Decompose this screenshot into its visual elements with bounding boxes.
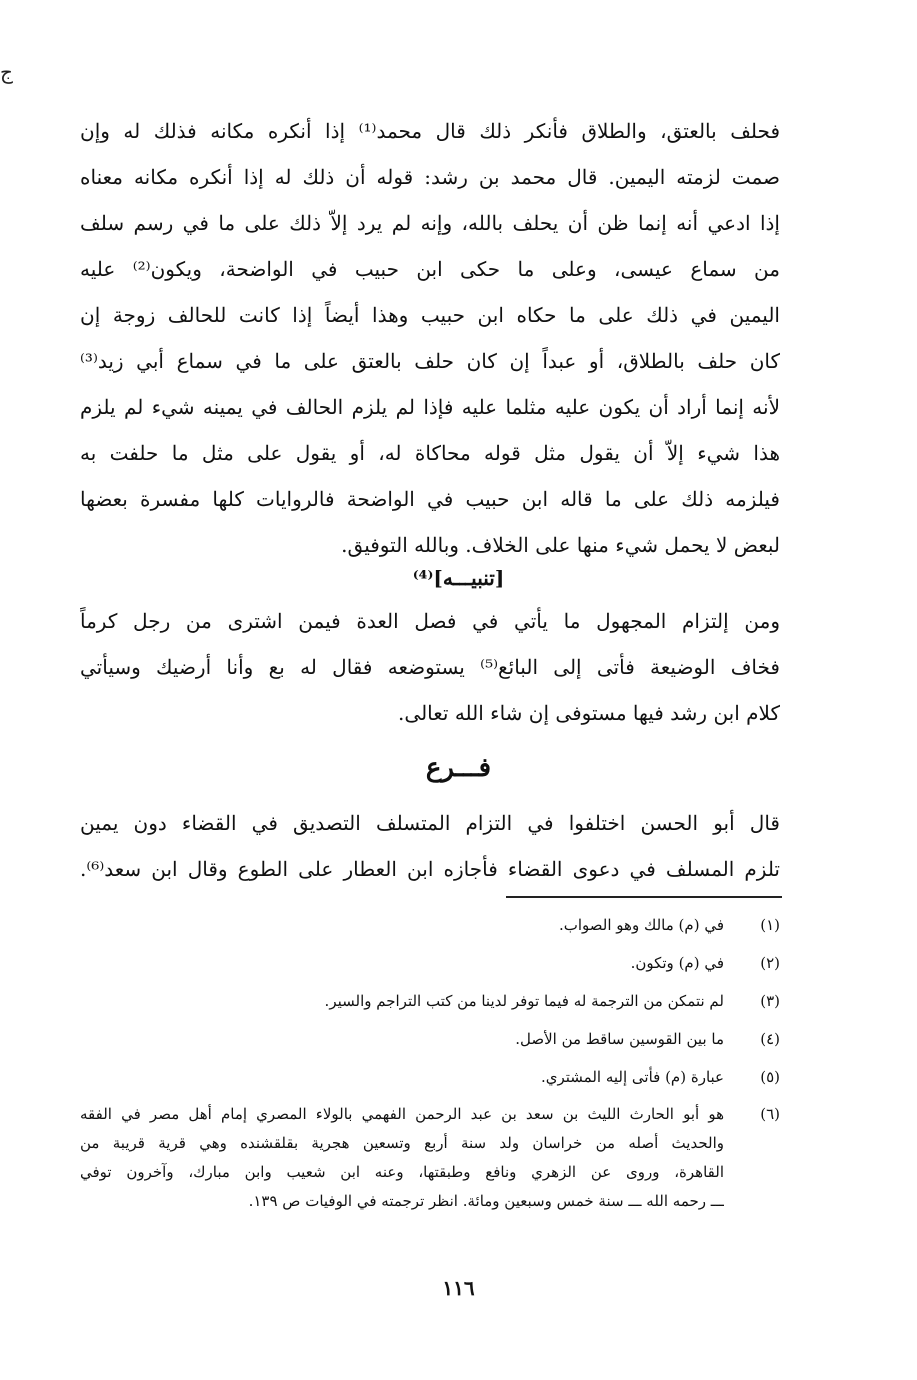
footnote-5 bbox=[80, 1058, 780, 1096]
footnote-text: عبارة (م) فأتى إليه المشتري. bbox=[540, 1068, 724, 1086]
footnote-number: (٣) bbox=[760, 992, 780, 1010]
footnote-number: (٤) bbox=[760, 1030, 780, 1048]
text-line: كلام ابن رشد فيها مستوفى إن شاء الله تعالى. bbox=[398, 701, 780, 725]
text-line: فحلف بالعتق، والطلاق فأنكر ذلك قال محمد⁽¹⁾ إذا أنكره مكانه فذلك له وإن bbox=[80, 119, 780, 143]
page-number: ١١٦ bbox=[442, 1276, 475, 1300]
text-line: لبعض لا يحمل شيء منها على الخلاف. وبالله التوفيق. bbox=[341, 533, 780, 557]
footnote-number: (١) bbox=[760, 916, 780, 934]
footnote-text: في (م) مالك وهو الصواب. bbox=[558, 916, 724, 934]
text-line: كان حلف بالطلاق، أو عبداً إن كان حلف بالعتق على ما في سماع أبي زيد⁽³⁾ bbox=[80, 349, 780, 373]
text-line: إذا ادعي أنه إنما ظن أن يحلف بالله، وإنه لم يرد إلاّ ذلك على ما في رسم سلف bbox=[80, 211, 780, 235]
footnote-number: (٦) bbox=[760, 1105, 780, 1123]
text-line: فخاف الوضيعة فأتى إلى البائع⁽⁵⁾ يستوضعه فقال له بع وأنا أرضيك وسيأتي bbox=[80, 655, 780, 679]
footnote-1 bbox=[80, 906, 780, 944]
text-line: هذا شيء إلاّ أن يقول مثل قوله محاكاة له، أو يقول على مثل ما حلفت به bbox=[80, 441, 780, 465]
footnote-line: والحديث أصله من خراسان ولد سنة أربع وتسعين هجرية بقلقشنده وهي قرية قريبة من bbox=[80, 1134, 724, 1152]
tanbih-paragraph bbox=[80, 598, 780, 736]
section-heading-far: فـــرع bbox=[425, 753, 492, 783]
far-paragraph bbox=[80, 800, 780, 892]
footnote-line: القاهرة، وروى عن الزهري ونافع وطبقتها، وعنه ابن شعيب وابن مبارك، وآخرون توفي bbox=[80, 1163, 724, 1181]
footnote-number: (٢) bbox=[760, 954, 780, 972]
footnote-line: ـــ رحمه الله ـــ سنة خمس وسبعين ومائة. انظر ترجمته في الوفيات ص ١٣٩. bbox=[248, 1192, 724, 1210]
footnotes bbox=[80, 906, 780, 1216]
footnote-4 bbox=[80, 1020, 780, 1058]
text-line: من سماع عيسى، وعلى ما حكى ابن حبيب في الواضحة، ويكون⁽²⁾ عليه bbox=[80, 257, 780, 281]
corner-mark: ج bbox=[0, 60, 13, 84]
section-heading-tanbih: [تنبيـــه]⁽⁴⁾ bbox=[412, 566, 505, 590]
footnote-separator bbox=[506, 896, 782, 898]
text-line: ومن إلتزام المجهول ما يأتي في فصل العدة فيمن اشترى من رجل كرماً bbox=[80, 609, 780, 633]
footnote-6 bbox=[80, 1096, 780, 1216]
footnote-text: لم نتمكن من الترجمة له فيما توفر لدينا من كتب التراجم والسير. bbox=[324, 992, 724, 1010]
footnote-number: (٥) bbox=[760, 1068, 780, 1086]
text-line: قال أبو الحسن اختلفوا في التزام المتسلف التصديق في القضاء دون يمين bbox=[80, 811, 780, 835]
footnote-3 bbox=[80, 982, 780, 1020]
footnote-text: ما بين القوسين ساقط من الأصل. bbox=[515, 1030, 724, 1048]
text-line: فيلزمه ذلك على ما قاله ابن حبيب في الواضحة فالروايات كلها مفسرة بعضها bbox=[80, 487, 780, 511]
main-paragraph bbox=[80, 108, 780, 568]
footnote-line: هو أبو الحارث الليث بن سعد بن عبد الرحمن الفهمي بالولاء المصري إمام أهل مصر في الفقه bbox=[80, 1105, 724, 1123]
text-line: تلزم المسلف في دعوى القضاء فأجازه ابن العطار على الطوع وقال ابن سعد⁽⁶⁾. bbox=[80, 857, 780, 881]
text-line: اليمين في ذلك على ما حكاه ابن حبيب وهذا أيضاً إذا كانت للحالف زوجة إن bbox=[80, 303, 780, 327]
footnote-text: في (م) وتكون. bbox=[630, 954, 724, 972]
text-line: صمت لزمته اليمين. قال محمد بن رشد: قوله أن ذلك له إذا أنكره مكانه معناه bbox=[80, 165, 780, 189]
text-line: لأنه إنما أراد أن يكون عليه مثلما عليه فإذا لم يلزم الحالف في يمينه شيء لم يلزم bbox=[80, 395, 780, 419]
footnote-2 bbox=[80, 944, 780, 982]
